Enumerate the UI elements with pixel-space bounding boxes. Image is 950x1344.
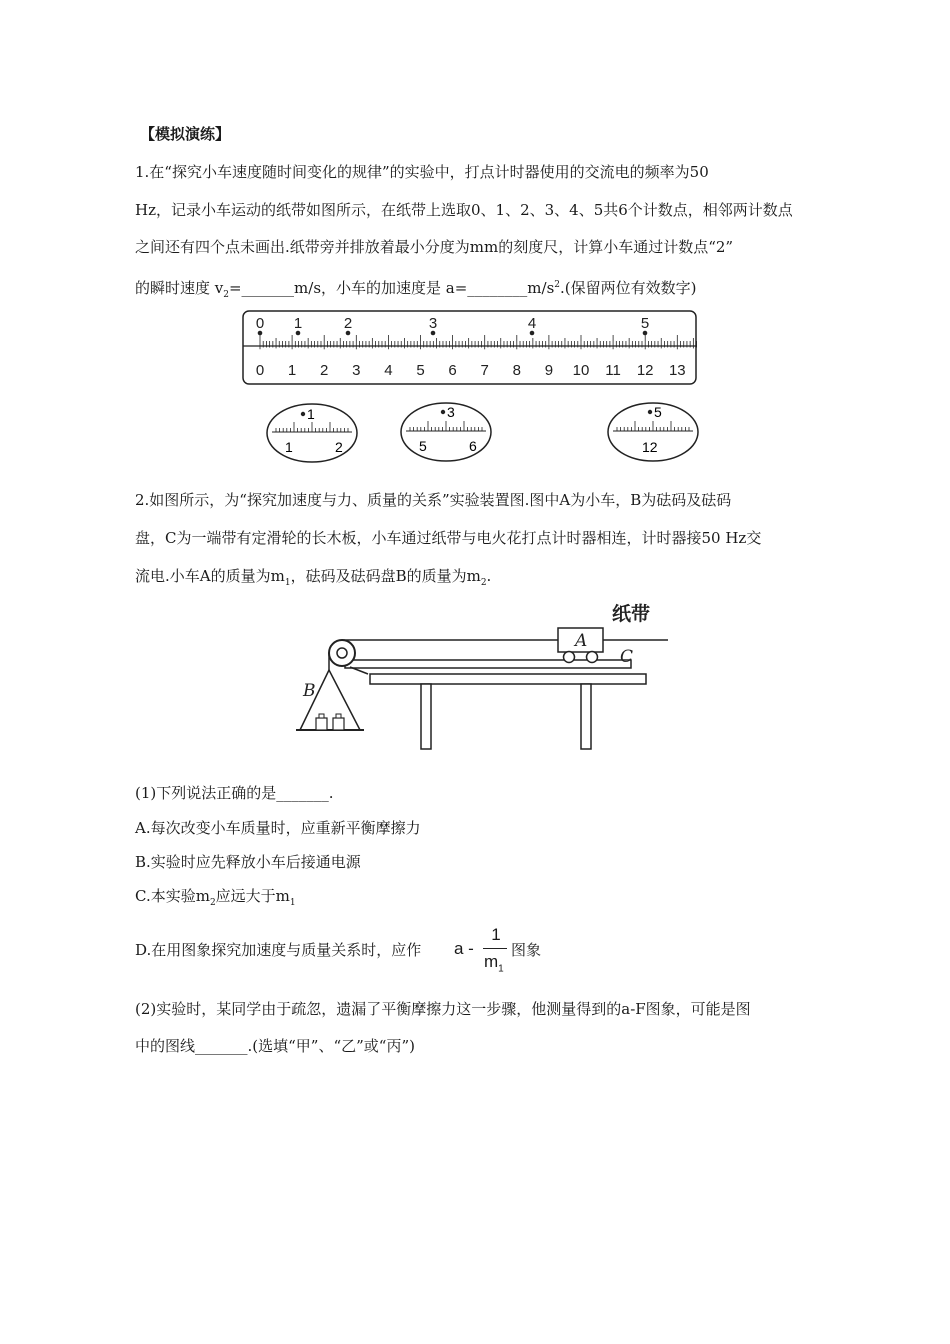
ruler-number: 4	[384, 362, 393, 379]
tape-point-label: 1	[293, 315, 303, 332]
ruler-number: 13	[668, 362, 686, 379]
table-top	[370, 674, 646, 684]
ruler-number: 1	[287, 362, 297, 379]
ruler-number: 12	[636, 362, 654, 379]
q2-line-3-a: 流电.小车A的质量为m	[135, 567, 285, 585]
option-c	[135, 886, 296, 913]
ruler-figure	[240, 308, 700, 473]
m2-subscript: 2	[480, 578, 487, 588]
table-leg-left	[421, 684, 431, 749]
table-leg-right	[581, 684, 591, 749]
ruler-ticks	[260, 335, 697, 349]
zoom-ellipse-1	[267, 404, 357, 462]
option-d-text: D.在用图象探究加速度与质量关系时，应作	[135, 941, 422, 959]
q1-line-3: 之间还有四个点未画出.纸带旁并排放着最小分度为mm的刻度尺，计算小车通过计数点“2”	[135, 238, 734, 256]
ruler-number: 7	[480, 362, 489, 379]
ruler-number: 5	[416, 362, 425, 379]
unit-superscript: 2	[554, 280, 561, 290]
q2-line-3-c: .	[486, 567, 492, 585]
zoom1-right: 2	[335, 439, 343, 455]
ruler-outline	[243, 311, 696, 384]
ruler-number: 10	[572, 362, 590, 379]
option-c-sub1: 2	[209, 898, 216, 908]
tape-point-label: 0	[255, 315, 265, 332]
zoom1-point: 1	[307, 406, 315, 422]
zoom2-left: 5	[419, 438, 427, 454]
fraction-denominator	[484, 952, 504, 974]
zoom-ellipse-3	[608, 403, 698, 461]
option-d-suffix: 图象	[511, 941, 542, 959]
fraction-den-m: m	[484, 952, 499, 971]
q1-line-2: Hz，记录小车运动的纸带如图所示，在纸带上选取0、1、2、3、4、5共6个计数点，相邻两计数点	[135, 201, 793, 219]
q2-line-2: 盘，C为一端带有定滑轮的长木板，小车通过纸带与电火花打点计时器相连，计时器接50 Hz交	[135, 529, 762, 547]
q1-line-4	[135, 275, 697, 305]
q2-sub-2-line-2: 中的图线_______.(选填“甲”、“乙”或“丙”)	[135, 1037, 415, 1055]
tape-point-label: 5	[640, 315, 650, 332]
q2-sub-2-line-1: (2)实验时，某同学由于疏忽，遗漏了平衡摩擦力这一步骤，他测量得到的a-F图象，可能是图	[135, 1000, 751, 1018]
fraction-numerator: 1	[491, 925, 501, 944]
zoom2-right: 6	[469, 438, 477, 454]
q1-line-4-a: 的瞬时速度 v	[135, 279, 224, 297]
q2-line-3-b: ，砝码及砝码盘B的质量为m	[290, 567, 481, 585]
apparatus-figure	[290, 595, 680, 760]
label-a: A	[575, 631, 588, 651]
zoom3-center: 12	[642, 439, 658, 455]
fraction-den-sub: 1	[498, 963, 504, 975]
section-title: 【模拟演练】	[140, 125, 231, 143]
option-b: B.实验时应先释放小车后接通电源	[135, 853, 361, 871]
ruler-number: 8	[512, 362, 521, 379]
paper-tape-label: 纸带	[612, 603, 651, 625]
option-a: A.每次改变小车质量时，应重新平衡摩擦力	[135, 819, 421, 837]
ruler-numbers	[256, 362, 686, 379]
label-c: C	[620, 647, 634, 667]
ruler-number: 3	[352, 362, 361, 379]
tape-point-label: 4	[527, 315, 537, 332]
zoom-ellipse-2	[401, 403, 491, 461]
formula-a-minus: a -	[454, 939, 474, 958]
option-c-sub2: 1	[289, 898, 296, 908]
ruler-number: 11	[605, 362, 621, 379]
option-c-b: 应远大于m	[215, 887, 290, 905]
ruler-number: 9	[544, 362, 554, 379]
fraction-bar	[483, 948, 507, 949]
label-b: B	[303, 681, 316, 701]
ruler-number: 0	[255, 362, 265, 379]
q1-line-4-b: =_______m/s，小车的加速度是 a=________m/s	[228, 279, 555, 297]
tape-points	[256, 315, 649, 335]
option-c-a: C.本实验m	[135, 887, 210, 905]
q2-sub-1: (1)下列说法正确的是_______.	[135, 784, 334, 802]
zoom1-left: 1	[285, 439, 293, 455]
q1-line-1: 1.在“探究小车速度随时间变化的规律”的实验中，打点计时器使用的交流电的频率为50	[135, 163, 709, 181]
q1-line-4-c: .(保留两位有效数字)	[560, 279, 697, 297]
tape-point-label: 3	[428, 315, 438, 332]
v-subscript: 2	[223, 290, 229, 300]
zoom2-point: 3	[447, 404, 455, 420]
tape-point-label: 2	[343, 315, 353, 332]
m1-subscript: 1	[284, 578, 291, 588]
ruler-number: 6	[448, 362, 457, 379]
q2-line-3	[135, 566, 491, 593]
pulley	[329, 640, 355, 666]
ruler-number: 2	[320, 362, 329, 379]
q2-line-1: 2.如图所示，为“探究加速度与力、质量的关系”实验装置图.图中A为小车，B为砝码及砝码	[135, 491, 732, 509]
zoom3-point: 5	[654, 404, 662, 420]
